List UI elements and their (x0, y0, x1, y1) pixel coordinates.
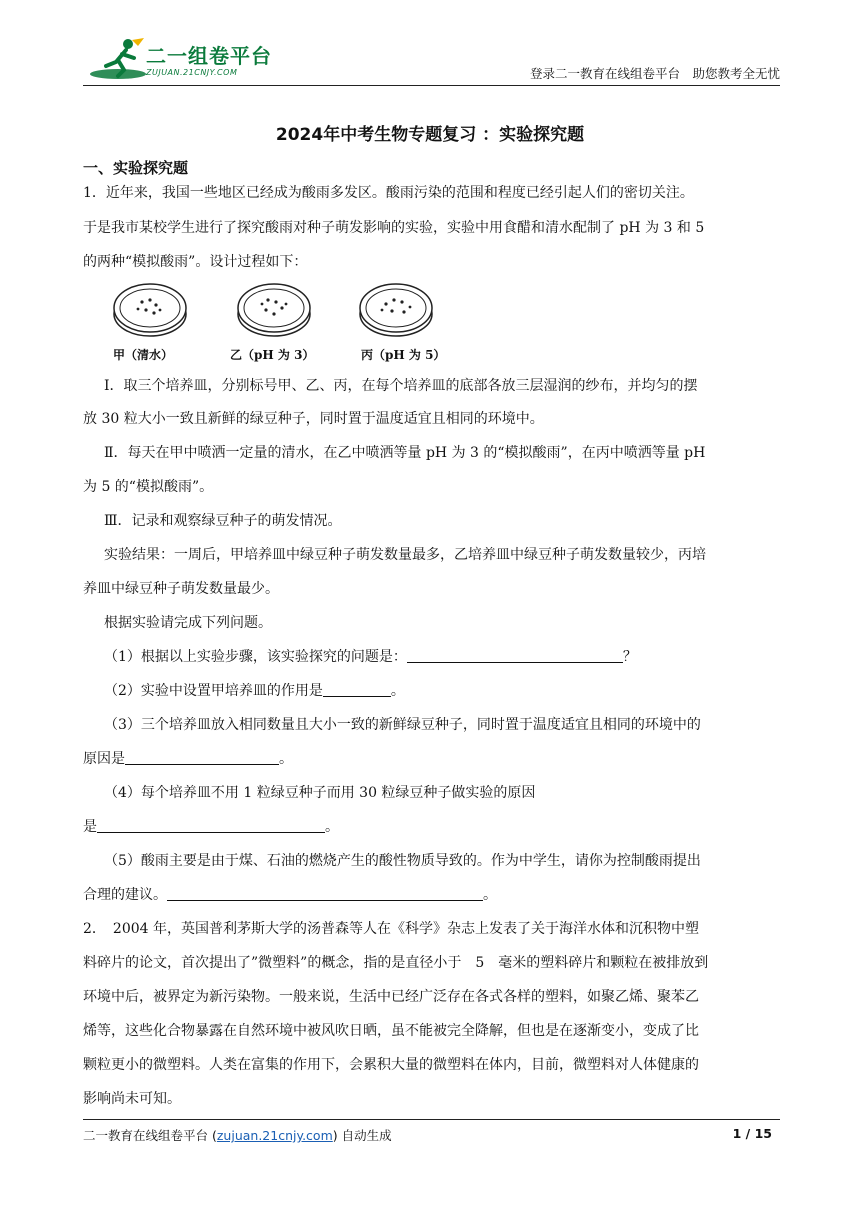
header-divider (83, 85, 780, 86)
dish-caption-yi: 乙（pH 为 3） (230, 348, 315, 362)
prompt-line: 根据实验请完成下列问题。 (104, 615, 272, 631)
section-heading: 一、实验探究题 (83, 159, 189, 177)
sub-question-4-line-1: （4）每个培养皿不用 1 粒绿豆种子而用 30 粒绿豆种子做实验的原因 (104, 785, 536, 801)
q1-line-3: 的两种“模拟酸雨”。设计过程如下： (83, 254, 308, 270)
dish-caption-bing: 丙（pH 为 5） (361, 348, 446, 362)
site-link[interactable]: zujuan.21cnjy.com (216, 1128, 333, 1143)
result-line-2: 养皿中绿豆种子萌发数量最少。 (83, 581, 279, 597)
sub-question-1: （1）根据以上实验步骤，该实验探究的问题是： ？ (104, 649, 637, 665)
logo-text: 二一组卷平台 (146, 44, 272, 68)
petri-dish-icon (358, 280, 434, 340)
q2-line-1: 2． 2004 年，英国普利茅斯大学的汤普森等人在《科学》杂志上发表了关于海洋水体和沉积物中塑 (83, 921, 699, 937)
answer-blank[interactable] (407, 648, 623, 663)
q1-line-1: 1．近年来，我国一些地区已经成为酸雨多发区。酸雨污染的范围和程度已经引起人们的密切关注。 (83, 185, 694, 201)
petri-dish-icon (236, 280, 312, 340)
sub-question-5-line-1: （5）酸雨主要是由于煤、石油的燃烧产生的酸性物质导致的。作为中学生，请你为控制酸雨提出 (104, 853, 701, 869)
step-1-line-1: Ⅰ．取三个培养皿，分别标号甲、乙、丙，在每个培养皿的底部各放三层湿润的纱布，并均匀的摆 (104, 378, 698, 394)
footer-divider (83, 1119, 780, 1120)
sub-question-3-line-2: 原因是 。 (83, 751, 293, 767)
sub-question-5-line-2: 合理的建议。 。 (83, 887, 497, 903)
q2-line-6: 影响尚未可知。 (83, 1091, 181, 1107)
q2-line-3: 环境中后，被界定为新污染物。一般来说，生活中已经广泛存在各式各样的塑料，如聚乙烯、聚苯乙 (83, 989, 699, 1005)
step-2-line-2: 为 5 的“模拟酸雨”。 (83, 479, 214, 495)
logo-subtext: ZUJUAN.21CNJY.COM (146, 68, 238, 77)
q2-line-4: 烯等，这些化合物暴露在自然环境中被风吹日晒，虽不能被完全降解，但也是在逐渐变小，变成了比 (83, 1023, 699, 1039)
answer-blank[interactable] (125, 750, 279, 765)
q1-line-2: 于是我市某校学生进行了探究酸雨对种子萌发影响的实验，实验中用食醋和清水配制了 pH 为 3 和 5 (83, 220, 705, 236)
q2-line-5: 颗粒更小的微塑料。人类在富集的作用下，会累积大量的微塑料在体内，目前，微塑料对人体健康的 (83, 1057, 699, 1073)
sub-question-4-line-2: 是 。 (83, 819, 339, 835)
header-slogan: 登录二一教育在线组卷平台 助您教考全无忧 (529, 66, 780, 81)
answer-blank[interactable] (323, 682, 391, 697)
q2-line-2: 料碎片的论文，首次提出了”微塑料”的概念，指的是直径小于 5 毫米的塑料碎片和颗粒在被排放到 (83, 955, 709, 971)
page-title: 2024年中考生物专题复习 ：实验探究题 (275, 125, 585, 145)
page-number: 1 / 15 (732, 1126, 772, 1141)
runner-logo-icon (88, 36, 148, 82)
step-2-line-1: Ⅱ．每天在甲中喷洒一定量的清水，在乙中喷洒等量 pH 为 3 的“模拟酸雨”，在丙中喷洒等量 pH (104, 445, 706, 461)
answer-blank[interactable] (97, 818, 325, 833)
sub-question-2: （2）实验中设置甲培养皿的作用是 。 (104, 683, 405, 699)
sub-question-3-line-1: （3）三个培养皿放入相同数量且大小一致的新鲜绿豆种子，同时置于温度适宜且相同的环境中的 (104, 717, 701, 733)
answer-blank[interactable] (167, 886, 483, 901)
step-3: Ⅲ．记录和观察绿豆种子的萌发情况。 (104, 513, 342, 529)
footer-source: 二一教育在线组卷平台 (zujuan.21cnjy.com) 自动生成 (83, 1128, 392, 1143)
dish-caption-jia: 甲（清水） (113, 348, 174, 362)
step-1-line-2: 放 30 粒大小一致且新鲜的绿豆种子，同时置于温度适宜且相同的环境中。 (83, 411, 544, 427)
petri-dish-icon (112, 280, 188, 340)
result-line-1: 实验结果：一周后，甲培养皿中绿豆种子萌发数量最多，乙培养皿中绿豆种子萌发数量较少，丙培 (104, 547, 706, 563)
